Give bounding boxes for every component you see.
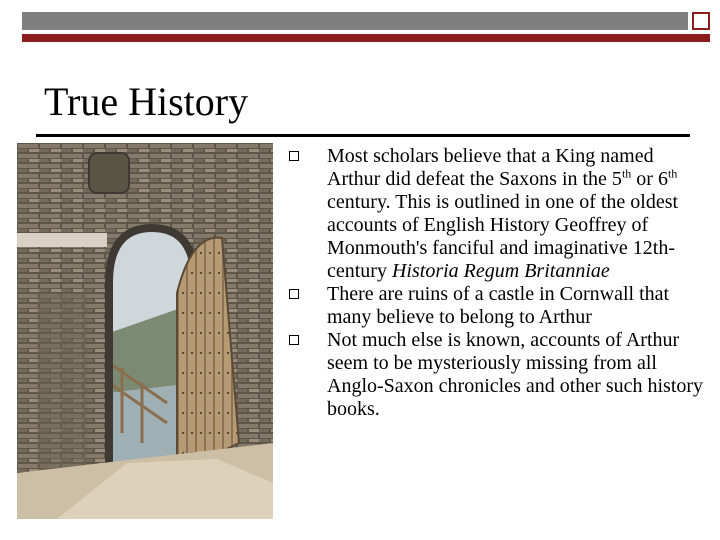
text-run: There are ruins of a castle in Cornwall that many believe to belong to Arthur bbox=[327, 283, 670, 328]
header-red-bar bbox=[22, 34, 710, 42]
bullet-text bbox=[327, 145, 678, 282]
header-gray-bar bbox=[22, 12, 688, 30]
bullet-square-icon bbox=[289, 289, 299, 299]
superscript: th bbox=[621, 166, 632, 181]
bullet-item-1 bbox=[286, 145, 706, 283]
decorative-header-band bbox=[22, 12, 710, 42]
text-run: or 6 bbox=[631, 168, 668, 190]
slide-title: True History bbox=[44, 79, 249, 124]
bullet-text bbox=[327, 329, 703, 420]
text-run: century. This is outlined in one of the oldest accounts of English History Geoffrey of Monmouth's fanciful and imaginative 12th-century bbox=[327, 191, 679, 282]
bullet-list bbox=[286, 145, 706, 421]
header-square-icon bbox=[692, 12, 710, 30]
bullet-text bbox=[327, 283, 669, 328]
superscript: th bbox=[667, 166, 678, 181]
bullet-square-icon bbox=[289, 335, 299, 345]
bullet-item-2 bbox=[286, 283, 706, 329]
bullet-square-icon bbox=[289, 151, 299, 161]
castle-ruins-photo bbox=[17, 143, 273, 519]
bullet-item-3 bbox=[286, 329, 706, 421]
title-underline bbox=[36, 134, 690, 137]
italic-title: Historia Regum Britanniae bbox=[391, 260, 610, 282]
text-run: Most scholars believe that a King named Arthur did defeat the Saxons in the 5 bbox=[327, 145, 654, 190]
text-run: Not much else is known, accounts of Arthur seem to be mysteriously missing from all Anglo-Saxon chronicles and other such history books. bbox=[327, 329, 704, 420]
